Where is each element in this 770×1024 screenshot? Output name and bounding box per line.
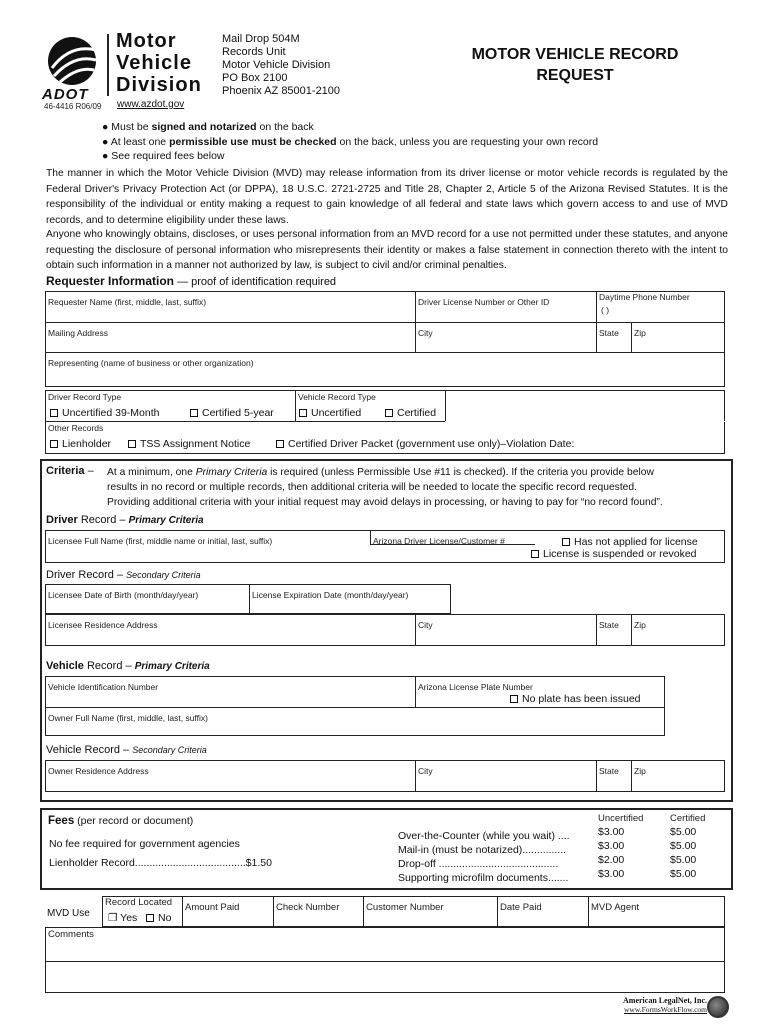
criteria-instructions — [107, 465, 663, 510]
tss-assignment-checkbox[interactable]: TSS Assignment Notice — [128, 438, 250, 451]
expiration-field[interactable] — [250, 585, 450, 613]
lienholder-checkbox[interactable]: Lienholder — [50, 438, 111, 451]
intro-paragraph-1: The manner in which the Motor Vehicle Division (MVD) may release information from its driver license or motor vehicle records is regulated by the Federal Driver's Privacy Protection Act (or DPPA), 18 U.S.C. 2721-2725 and Title 28, Chapter 2, Article 5 of the Arizona Revised Statutes. It is the responsibility of the individual or entity making a request to gain knowledge of all federal and state laws which govern access to and use of MVD records, and to determine eligibility under these laws. — [46, 168, 728, 226]
field-label: Arizona License Plate Number — [418, 682, 533, 692]
checkbox-icon — [510, 695, 518, 703]
comments-label: Comments — [48, 929, 94, 940]
intro-paragraph-2: Anyone who knowingly obtains, discloses, or uses personal information from an MVD record for a use not permitted under these statutes, and anyone requesting the disclosure of personal information who misrepresents their identity or makes a false statement in connection thereto with the intent to obtain such information in a manner not authorized by law, is subject to civil and/or criminal penalties. — [46, 229, 728, 271]
website-link[interactable]: www.azdot.gov — [117, 99, 185, 110]
field-label: Daytime Phone Number — [599, 292, 690, 302]
phone-area-code: ( ) — [601, 305, 610, 315]
no-fee-note: No fee required for government agencies — [49, 838, 240, 850]
field-label: City — [418, 620, 433, 630]
requester-state-field[interactable] — [597, 323, 630, 351]
checkbox-icon — [50, 440, 58, 448]
form-title-line-2: REQUEST — [536, 67, 614, 84]
vehicle-certified-checkbox[interactable]: Certified — [385, 407, 436, 420]
divider — [445, 390, 446, 421]
fee-row: Mail-in (must be notarized)............... $3.00 $5.00 — [398, 840, 697, 856]
check-number-field[interactable] — [274, 897, 362, 926]
amount-paid-field[interactable] — [183, 897, 272, 926]
licensee-state-field[interactable] — [597, 615, 630, 645]
owner-state-field[interactable] — [597, 761, 630, 791]
publisher-credit — [612, 996, 707, 1014]
az-dl-field[interactable] — [371, 531, 551, 544]
divider — [295, 390, 296, 421]
checkbox-icon — [128, 440, 136, 448]
adot-logo — [40, 34, 104, 103]
fee-row: Drop-off ......................................... $2.00 $5.00 — [398, 854, 697, 870]
form-number: 46-4416 R06/09 — [44, 102, 102, 111]
mvd-use-label: MVD Use — [47, 908, 90, 919]
divider — [445, 421, 725, 422]
comments-box[interactable] — [45, 927, 725, 993]
address-line: PO Box 2100 — [222, 72, 288, 84]
record-located-no[interactable]: No — [146, 912, 171, 925]
suspended-checkbox[interactable]: License is suspended or revoked — [531, 548, 697, 561]
division-name — [116, 30, 202, 96]
field-label: Mailing Address — [48, 328, 109, 338]
date-paid-field[interactable] — [498, 897, 587, 926]
vehicle-record-type-label: Vehicle Record Type — [298, 392, 376, 402]
vehicle-primary-heading: Vehicle Record – Primary Criteria — [46, 660, 210, 672]
publisher-name: American LegalNet, Inc. — [623, 996, 707, 1005]
criteria-heading: Criteria – — [46, 465, 94, 477]
division-line-2: Vehicle — [116, 52, 192, 74]
address-line: Mail Drop 504M — [222, 33, 300, 45]
certified-column-header: Certified — [670, 813, 706, 824]
field-label: City — [418, 766, 433, 776]
record-located-yes[interactable]: ❐ Yes — [108, 912, 138, 924]
field-label: State — [599, 328, 619, 338]
requester-phone-field[interactable] — [597, 292, 724, 321]
requester-zip-field[interactable] — [632, 323, 724, 351]
checkbox-icon — [299, 409, 307, 417]
field-label: License Expiration Date (month/day/year) — [252, 590, 409, 600]
field-label: State — [599, 766, 619, 776]
requester-city-field[interactable] — [416, 323, 595, 351]
vehicle-secondary-heading: Vehicle Record – Secondary Criteria — [46, 744, 207, 756]
caret-icon: ❐ — [108, 912, 118, 924]
certified-5-year-checkbox[interactable]: Certified 5-year — [190, 407, 274, 420]
list-item: ● At least one permissible use must be checked on the back, unless you are requesting your own record — [102, 135, 599, 148]
field-label: Vehicle Identification Number — [48, 682, 159, 692]
owner-zip-field[interactable] — [632, 761, 724, 791]
fees-heading: Fees (per record or document) — [48, 815, 194, 827]
mailing-address-field[interactable] — [46, 323, 414, 351]
licensee-city-field[interactable] — [416, 615, 595, 645]
other-records-label: Other Records — [48, 423, 104, 433]
vehicle-uncertified-checkbox[interactable]: Uncertified — [299, 407, 361, 420]
field-label: Licensee Full Name (first, middle name or initial, last, suffix) — [48, 536, 273, 546]
owner-city-field[interactable] — [416, 761, 595, 791]
requester-dl-field[interactable] — [416, 292, 595, 321]
field-label: Owner Full Name (first, middle, last, suffix) — [48, 713, 208, 723]
list-item: ● See required fees below — [102, 150, 225, 162]
licensee-name-field[interactable] — [46, 531, 369, 562]
driver-primary-heading: Driver Record – Primary Criteria — [46, 514, 204, 526]
divider — [45, 961, 725, 962]
field-label: Customer Number — [366, 902, 444, 913]
lienholder-fee: Lienholder Record......................................$1.50 — [49, 857, 272, 869]
field-label: Owner Residence Address — [48, 766, 149, 776]
field-label: City — [418, 328, 433, 338]
criteria-line-1: At a minimum, one Primary Criteria is required (unless Permissible Use #11 is checked). If the criteria you provide below — [107, 467, 654, 478]
checkbox-icon — [50, 409, 58, 417]
vin-field[interactable] — [46, 677, 414, 706]
field-label: Zip — [634, 620, 646, 630]
list-item: ● Must be signed and notarized on the back — [102, 121, 314, 133]
requester-heading: Requester Information — proof of identification required — [46, 274, 337, 288]
driver-secondary-heading: Driver Record – Secondary Criteria — [46, 569, 201, 581]
form-title-line-1: MOTOR VEHICLE RECORD — [471, 46, 679, 63]
plate-field[interactable] — [416, 677, 664, 690]
field-label: Zip — [634, 328, 646, 338]
driver-record-type-label: Driver Record Type — [48, 392, 122, 402]
no-plate-checkbox[interactable]: No plate has been issued — [510, 693, 641, 706]
address-line: Motor Vehicle Division — [222, 59, 331, 71]
not-applied-checkbox[interactable]: Has not applied for license — [562, 536, 698, 549]
checkbox-icon — [146, 914, 154, 922]
instructions-list — [102, 120, 598, 164]
publisher-logo-icon — [707, 996, 729, 1018]
certified-driver-packet-checkbox[interactable]: Certified Driver Packet (government use only)–Violation Date: — [276, 438, 574, 451]
checkbox-icon — [562, 538, 570, 546]
field-label: State — [599, 620, 619, 630]
mailing-address-block — [222, 33, 340, 98]
field-label: Licensee Date of Birth (month/day/year) — [48, 590, 199, 600]
field-label: Amount Paid — [185, 902, 240, 913]
checkbox-icon — [531, 550, 539, 558]
uncertified-39-month-checkbox[interactable]: Uncertified 39-Month — [50, 407, 159, 420]
uncertified-column-header: Uncertified — [598, 813, 644, 824]
owner-name-field[interactable] — [46, 708, 664, 735]
mvd-agent-field[interactable] — [589, 897, 724, 926]
field-label: Check Number — [276, 902, 340, 913]
adot-wordmark: ADOT — [42, 86, 89, 103]
division-line-3: Division — [116, 74, 202, 96]
representing-field[interactable] — [46, 353, 724, 386]
customer-number-field[interactable] — [364, 897, 496, 926]
dob-field[interactable] — [46, 585, 248, 613]
publisher-url[interactable]: www.FormsWorkFlow.com — [623, 1005, 707, 1014]
checkbox-icon — [276, 440, 284, 448]
criteria-line-2: results in no record or multiple records, then additional criteria will be needed to locate the specific record requested. — [107, 482, 637, 493]
licensee-zip-field[interactable] — [632, 615, 724, 645]
licensee-residence-field[interactable] — [46, 615, 414, 645]
divider — [45, 421, 445, 422]
field-label: Requester Name (first, middle, last, suffix) — [48, 297, 207, 307]
requester-name-field[interactable] — [46, 292, 414, 321]
field-label: Arizona Driver License/Customer # — [373, 536, 505, 546]
field-label: MVD Agent — [591, 902, 640, 913]
criteria-line-3: Providing additional criteria with your initial request may avoid delays in processing, or having to pay for “no record found”. — [107, 497, 663, 508]
checkbox-icon — [190, 409, 198, 417]
address-line: Phoenix AZ 85001-2100 — [222, 85, 341, 97]
field-label: Representing (name of business or other organization) — [48, 358, 254, 368]
fee-row: Supporting microfilm documents....... $3.00 $5.00 — [398, 868, 697, 884]
checkbox-icon — [385, 409, 393, 417]
division-line-1: Motor — [116, 30, 177, 52]
field-label: Licensee Residence Address — [48, 620, 158, 630]
address-line: Records Unit — [222, 46, 286, 58]
form-title — [470, 44, 680, 86]
fee-row: Over-the-Counter (while you wait) .... $3.00 $5.00 — [398, 826, 697, 842]
fee-rows — [398, 826, 718, 882]
logo-divider — [107, 34, 109, 96]
field-label: Date Paid — [500, 902, 542, 913]
field-label: Driver License Number or Other ID — [418, 297, 550, 307]
field-label: Zip — [634, 766, 646, 776]
owner-residence-field[interactable] — [46, 761, 414, 791]
record-located-label: Record Located — [105, 897, 173, 908]
